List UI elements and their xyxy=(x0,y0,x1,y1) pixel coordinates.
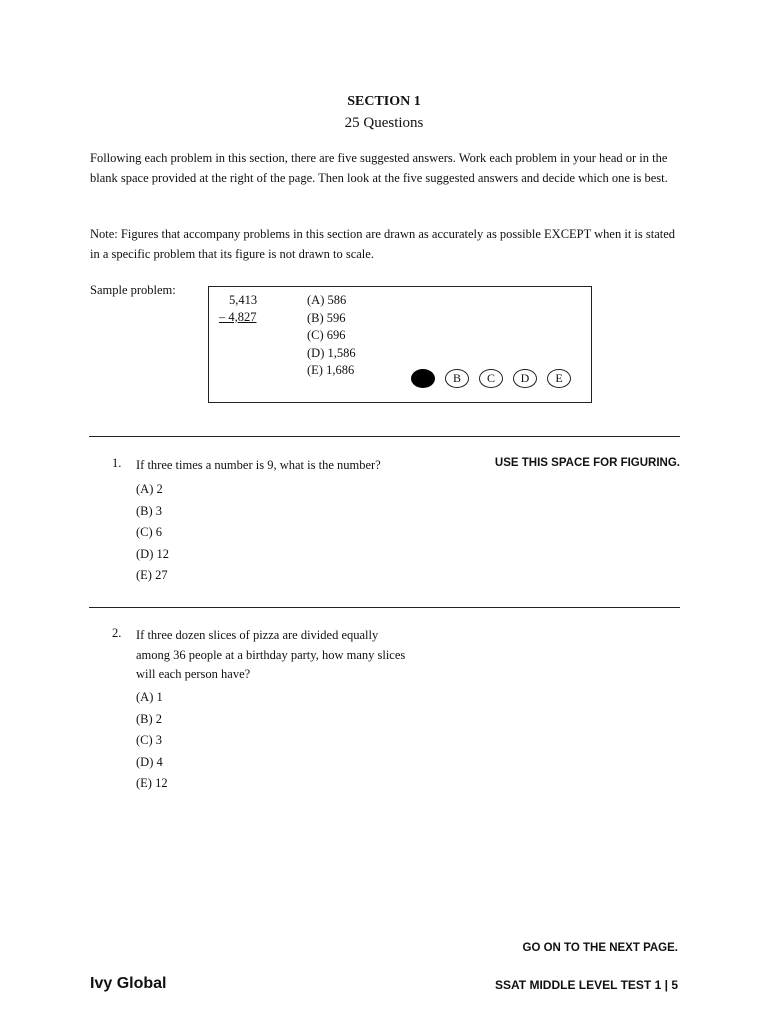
page-footer xyxy=(420,978,678,992)
answer-choices xyxy=(136,687,168,795)
figuring-space-label: USE THIS SPACE FOR FIGURING. xyxy=(494,457,680,469)
answer-choice: (E) 12 xyxy=(136,776,168,790)
sample-choices xyxy=(307,292,356,380)
answer-bubbles xyxy=(411,369,571,388)
answer-choice: (C) 6 xyxy=(136,525,163,539)
test-label: SSAT MIDDLE LEVEL TEST 1 xyxy=(495,978,662,992)
answer-choice: (E) 27 xyxy=(136,568,168,582)
answer-choices xyxy=(136,479,169,587)
answer-choice: (B) 2 xyxy=(136,711,163,726)
answer-bubble: D xyxy=(513,369,537,388)
section-question-count: 25 Questions xyxy=(344,115,424,131)
answer-bubble-filled xyxy=(411,369,435,388)
question-text xyxy=(136,626,405,685)
divider xyxy=(89,607,680,608)
sample-choice: (A) 586 xyxy=(307,293,347,307)
instructions-paragraph: Following each problem in this section, there are five suggested answers. Work each problem in your head or in the blank space provided at the right of the page. Then look at the five suggested answers and decide which one is best. xyxy=(90,151,668,185)
answer-bubble: E xyxy=(547,369,571,388)
page-number: 5 xyxy=(671,978,678,992)
answer-bubble: C xyxy=(479,369,503,388)
answer-choice: (D) 4 xyxy=(136,754,163,769)
question-line: will each person have? xyxy=(136,667,251,681)
question-line: If three times a number is 9, what is the number? xyxy=(136,458,381,472)
answer-choice: (C) 3 xyxy=(136,733,163,747)
go-on-instruction: GO ON TO THE NEXT PAGE. xyxy=(522,942,678,954)
sample-problem-label: Sample problem: xyxy=(90,283,176,297)
answer-choice: (D) 12 xyxy=(136,546,169,561)
footer-separator: | xyxy=(664,978,668,992)
sample-operand-1: 5,413 xyxy=(229,293,258,307)
brand-logo: Ivy Global xyxy=(90,975,167,992)
answer-choice: (B) 3 xyxy=(136,503,163,518)
sample-choice: (E) 1,686 xyxy=(307,363,355,377)
sample-choice: (D) 1,586 xyxy=(307,345,356,360)
sample-operand-2: – 4,827 xyxy=(219,310,257,324)
answer-choice: (A) 1 xyxy=(136,690,163,704)
question-number: 1. xyxy=(112,456,122,470)
question-line: If three dozen slices of pizza are divided equally xyxy=(136,628,379,642)
answer-choice: (A) 2 xyxy=(136,482,163,496)
sample-problem-box xyxy=(208,286,592,403)
sample-choice: (C) 696 xyxy=(307,328,346,342)
sample-choice: (B) 596 xyxy=(307,310,346,325)
divider xyxy=(89,436,680,437)
question-line: among 36 people at a birthday party, how many slices xyxy=(136,647,406,662)
question-number: 2. xyxy=(112,626,122,640)
section-title: SECTION 1 xyxy=(347,94,421,109)
question-text xyxy=(136,456,381,476)
answer-bubble: B xyxy=(445,369,469,388)
note-paragraph: Note: Figures that accompany problems in this section are drawn as accurately as possible EXCEPT when it is stated in a specific problem that its figure is not drawn to scale. xyxy=(90,227,676,261)
